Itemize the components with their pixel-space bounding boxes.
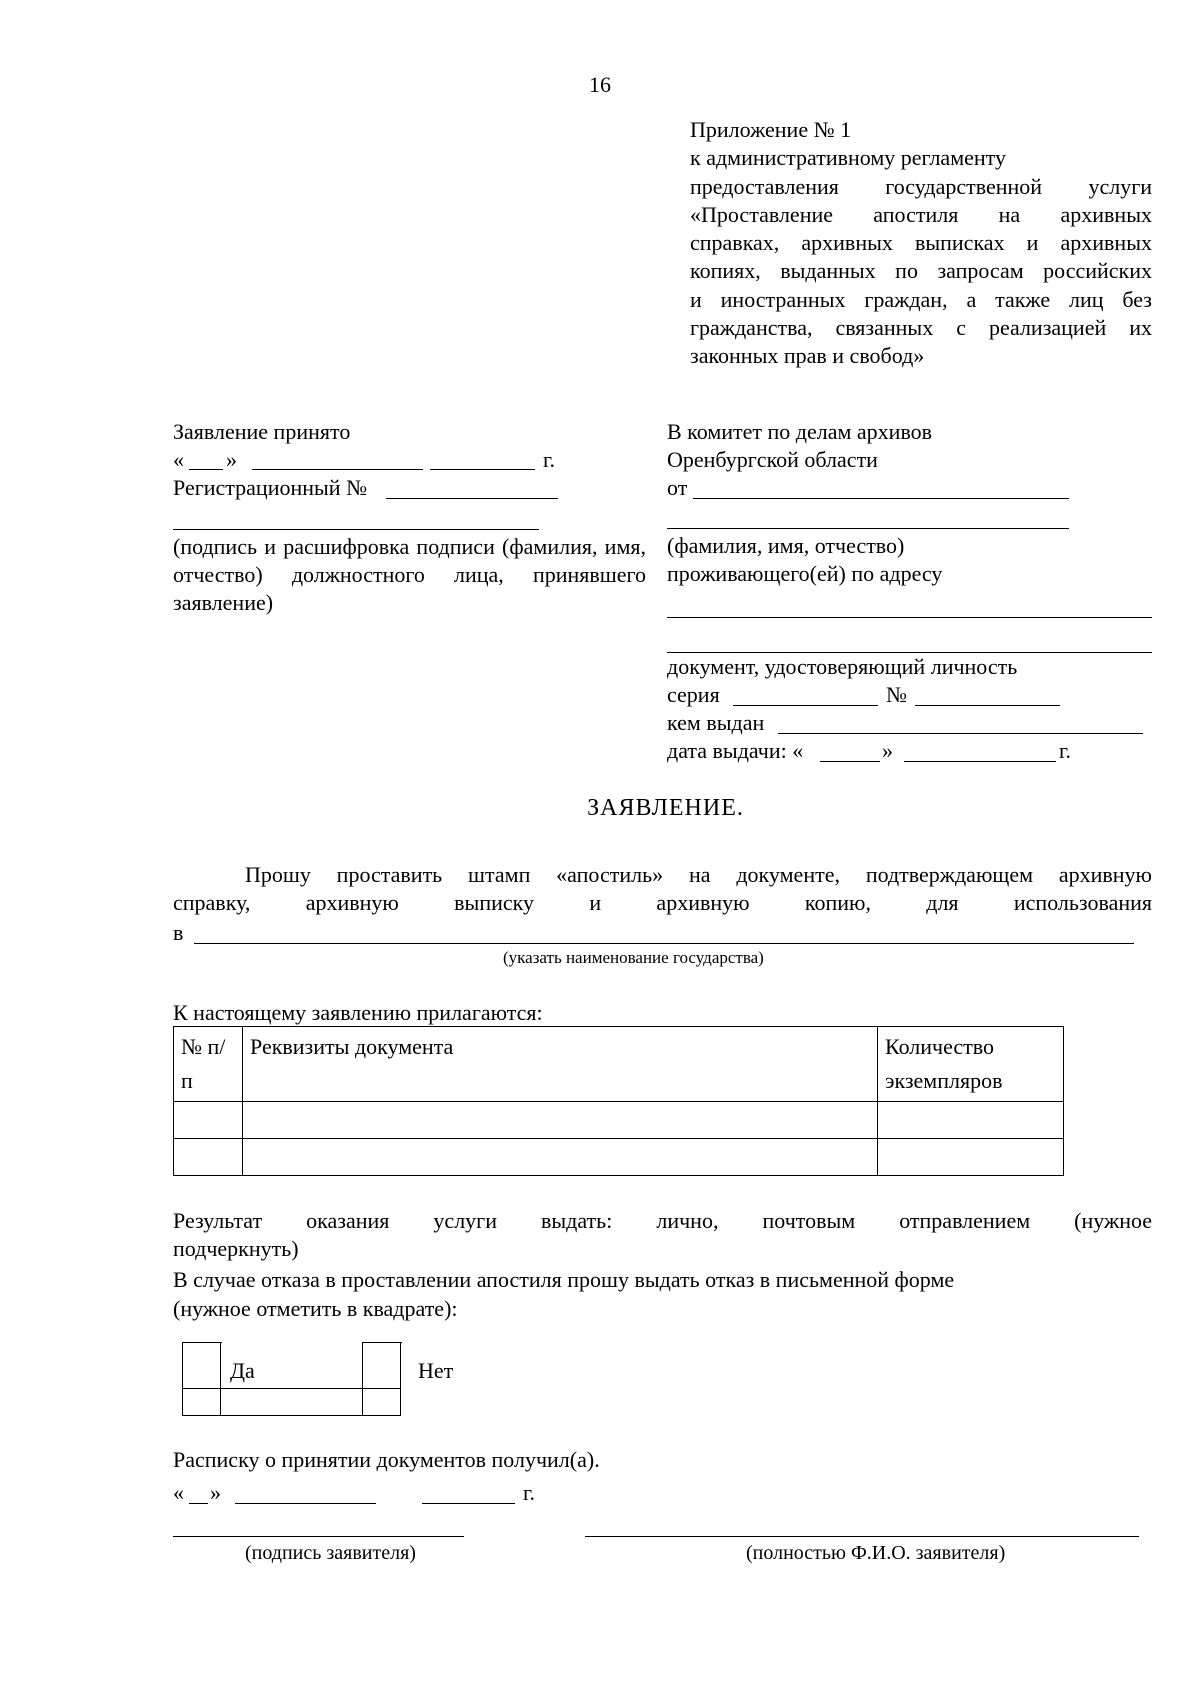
no-box-divider (362, 1388, 400, 1389)
series-label: серия (667, 682, 720, 707)
issued-by-field[interactable] (778, 733, 1143, 734)
yes-box-right (220, 1342, 221, 1416)
yes-box-divider (182, 1388, 366, 1389)
official-signature-note: (подпись и расшифровка подписи (фамилия, имя, отчество) должностного лица, принявшего заявление) (173, 534, 646, 615)
table-cell[interactable] (878, 1102, 1064, 1139)
address-field-2[interactable] (667, 652, 1152, 653)
address-field-1[interactable] (667, 617, 1152, 618)
id-document-label: документ, удостоверяющий личность (667, 654, 1018, 679)
official-signature-field[interactable] (173, 529, 539, 530)
applicant-signature-note: (подпись заявителя) (245, 1542, 416, 1564)
col-header-details: Реквизиты документа (243, 1027, 878, 1102)
table-header-row (174, 1027, 1064, 1102)
application-title: ЗАЯВЛЕНИЕ. (587, 795, 744, 821)
applicant-fio-field[interactable] (585, 1536, 1139, 1537)
confirm-year-field[interactable] (422, 1503, 515, 1504)
confirm-date-open: « (173, 1480, 184, 1505)
result-line1: Результат оказания услуги выдать: лично, почтовым отправлением (нужное (173, 1208, 1152, 1233)
annex-line: к административному регламенту (690, 145, 1006, 171)
yes-box-left (182, 1342, 183, 1416)
request-line1: Прошу проставить штамп «апостиль» на документе, подтверждающем архивную (245, 862, 1152, 887)
receipt-accepted: Заявление принято (173, 419, 351, 444)
attachments-table (173, 1026, 1064, 1176)
fio-note: (фамилия, имя, отчество) (667, 533, 905, 558)
no-label: Нет (418, 1358, 454, 1383)
refusal-line1: В случае отказа в проставлении апостиля прошу выдать отказ в письменной форме (173, 1267, 955, 1292)
country-note: (указать наименование государства) (503, 948, 764, 967)
series-field[interactable] (733, 705, 878, 706)
issue-date-close: » (882, 738, 893, 763)
request-line2: справку, архивную выписку и архивную копию, для использования (173, 890, 1152, 915)
yes-label: Да (230, 1358, 255, 1383)
yes-box-top (182, 1342, 222, 1343)
from-label: от (667, 475, 688, 500)
request-prefix: в (173, 920, 184, 945)
annex-line: законных прав и свобод» (690, 343, 925, 369)
annex-line: гражданства, связанных с реализацией их (690, 315, 1152, 341)
number-label: № (886, 682, 907, 707)
annex-line: предоставления государственной услуги (690, 173, 1152, 199)
table-cell[interactable] (174, 1102, 243, 1139)
receipt-confirm-text: Расписку о принятии документов получил(а). (173, 1447, 600, 1472)
number-field[interactable] (915, 705, 1060, 706)
refusal-line2: (нужное отметить в квадрате): (173, 1296, 458, 1321)
residing-label: проживающего(ей) по адресу (667, 561, 943, 586)
no-box-right (400, 1342, 401, 1416)
issue-month-year-field[interactable] (904, 761, 1056, 762)
annex-line: справках, архивных выписках и архивных (690, 230, 1152, 256)
receipt-day-field[interactable] (189, 469, 223, 470)
addressee-line1: В комитет по делам архивов (667, 419, 933, 444)
annex-title: Приложение № 1 (690, 117, 852, 142)
applicant-name-field[interactable] (693, 498, 1069, 499)
table-row (174, 1102, 1064, 1139)
col-header-quantity: Количество экземпляров (878, 1027, 1064, 1102)
confirm-year-suffix: г. (523, 1480, 536, 1505)
annex-line: и иностранных граждан, а также лиц без (690, 286, 1152, 312)
yes-box-bottom (182, 1415, 366, 1416)
table-cell[interactable] (243, 1102, 878, 1139)
issue-date-label: дата выдачи: « (667, 738, 804, 763)
reg-number-label: Регистрационный № (173, 475, 368, 500)
confirm-day-field[interactable] (189, 1503, 208, 1504)
applicant-name-field-2[interactable] (667, 528, 1069, 529)
issued-by-label: кем выдан (667, 710, 765, 735)
annex-line: «Проставление апостиля на архивных (690, 201, 1152, 227)
addressee-line2: Оренбургской области (667, 447, 878, 472)
reg-number-field[interactable] (386, 498, 558, 499)
table-cell[interactable] (243, 1139, 878, 1176)
issue-year-suffix: г. (1059, 738, 1072, 763)
receipt-year-suffix: г. (543, 447, 556, 472)
confirm-date-close: » (210, 1480, 221, 1505)
attachments-heading: К настоящему заявлению прилагаются: (173, 1000, 543, 1025)
no-box-top (362, 1342, 402, 1343)
country-field[interactable] (194, 943, 1134, 944)
annex-header (690, 116, 1152, 371)
issue-day-field[interactable] (820, 761, 880, 762)
applicant-fio-note: (полностью Ф.И.О. заявителя) (746, 1542, 1006, 1564)
result-line2: подчеркнуть) (173, 1236, 299, 1261)
receipt-year-field[interactable] (430, 469, 535, 470)
receipt-date-close: » (226, 447, 237, 472)
receipt-date-open: « (173, 447, 184, 472)
col-header-number: № п/п (174, 1027, 243, 1102)
page-number: 16 (589, 72, 611, 97)
applicant-signature-field[interactable] (173, 1536, 464, 1537)
table-cell[interactable] (174, 1139, 243, 1176)
no-box-left (362, 1342, 363, 1416)
annex-line: копиях, выданных по запросам российских (690, 258, 1152, 284)
receipt-month-field[interactable] (252, 469, 423, 470)
confirm-month-field[interactable] (235, 1503, 376, 1504)
table-cell[interactable] (878, 1139, 1064, 1176)
no-box-bottom (362, 1415, 400, 1416)
table-row (174, 1139, 1064, 1176)
